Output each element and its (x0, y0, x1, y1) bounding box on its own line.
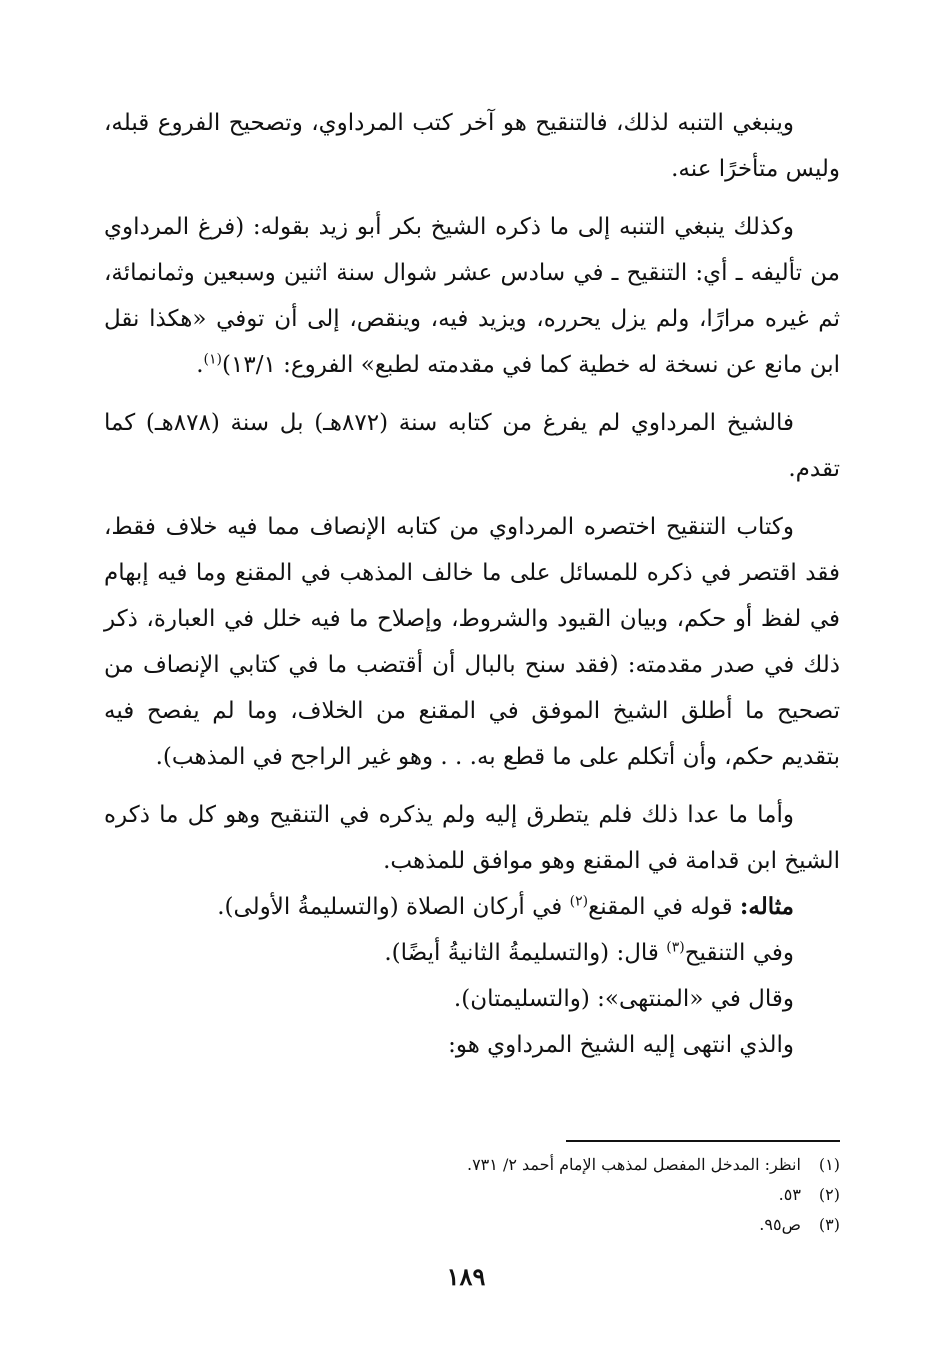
paragraph-5: وأما ما عدا ذلك فلم يتطرق إليه ولم يذكره في التنقيح وهو كل ما ذكره الشيخ ابن قدامة في المقنع وهو موافق للمذهب. (104, 802, 840, 874)
example-line-4: والذي انتهى إليه الشيخ المرداوي هو: (448, 1032, 794, 1058)
paragraph-1: وينبغي التنبه لذلك، فالتنقيح هو آخر كتب المرداوي، وتصحيح الفروع قبله، وليس متأخرًا عنه. (104, 110, 840, 182)
footnote-1 (420, 1150, 840, 1180)
example-line-2 (104, 930, 794, 976)
footnote-2 (420, 1180, 840, 1210)
example-line-2-a: وفي التنقيح (684, 940, 794, 966)
main-text (104, 100, 840, 1068)
paragraph-2-end: . (196, 352, 204, 378)
example-block (104, 884, 794, 1068)
footnote-ref-3[interactable]: (٣) (666, 939, 685, 956)
example-line-1-a: قوله في المقنع (588, 894, 733, 920)
example-line-1 (104, 884, 794, 930)
footnote-text: ص٩٥. (759, 1215, 801, 1234)
footnote-divider (566, 1140, 840, 1142)
paragraph-3: فالشيخ المرداوي لم يفرغ من كتابه سنة (٨٧٢هـ) بل سنة (٨٧٨هـ) كما تقدم. (104, 410, 840, 482)
footnote-number: (١) (818, 1155, 840, 1174)
example-label: مثاله: (739, 893, 794, 920)
footnote-ref-2[interactable]: (٢) (569, 893, 589, 910)
footnote-text: ٥٣. (778, 1185, 801, 1204)
footnotes (420, 1150, 840, 1240)
footnote-text: انظر: المدخل المفصل لمذهب الإمام أحمد ٢/ ٧٣١. (466, 1155, 801, 1174)
page-number: ١٨٩ (446, 1262, 486, 1291)
paragraph-2 (104, 204, 840, 388)
paragraph-4: وكتاب التنقيح اختصره المرداوي من كتابه الإنصاف مما فيه خلاف فقط، فقد اقتصر في ذكره للمسائل على ما خالف المذهب في المقنع وما فيه إبهام في لفظ أو حكم، وبيان القيود والشروط، وإصلاح ما فيه خلل في العبارة، ذكر ذلك في صدر مقدمته: (فقد سنح بالبال أن أقتضب ما في كتابي الإنصاف من تصحيح ما أطلق الشيخ الموفق في المقنع من الخلاف، وما لم يفصح فيه بتقديم حكم، وأن أتكلم على ما قطع به. . . وهو غير الراجح في المذهب). (104, 514, 840, 770)
footnote-number: (٣) (818, 1215, 840, 1234)
example-line-2-b: قال: (والتسليمةُ الثانيةُ أيضًا). (384, 940, 659, 966)
footnote-ref-1[interactable]: (١) (203, 351, 223, 368)
footnote-number: (٢) (818, 1185, 840, 1204)
paragraph-2-text: وكذلك ينبغي التنبه إلى ما ذكره الشيخ بكر أبو زيد بقوله: (فرغ المرداوي من تأليفه ـ أي: التنقيح ـ في سادس عشر شوال سنة اثنين وسبعين وثمانمائة، ثم غيره مرارًا، ولم يزل يحرره، ويزيد فيه، وينقص، إلى أن توفي «هكذا نقل ابن مانع عن نسخة له خطية كما في مقدمته لطبع» الفروع: ١٣/١) (104, 214, 840, 378)
footnote-3 (420, 1210, 840, 1240)
example-line-3: وقال في «المنتهى»: (والتسليمتان). (453, 986, 794, 1012)
example-line-1-b: في أركان الصلاة (والتسليمةُ الأولى). (217, 894, 563, 920)
